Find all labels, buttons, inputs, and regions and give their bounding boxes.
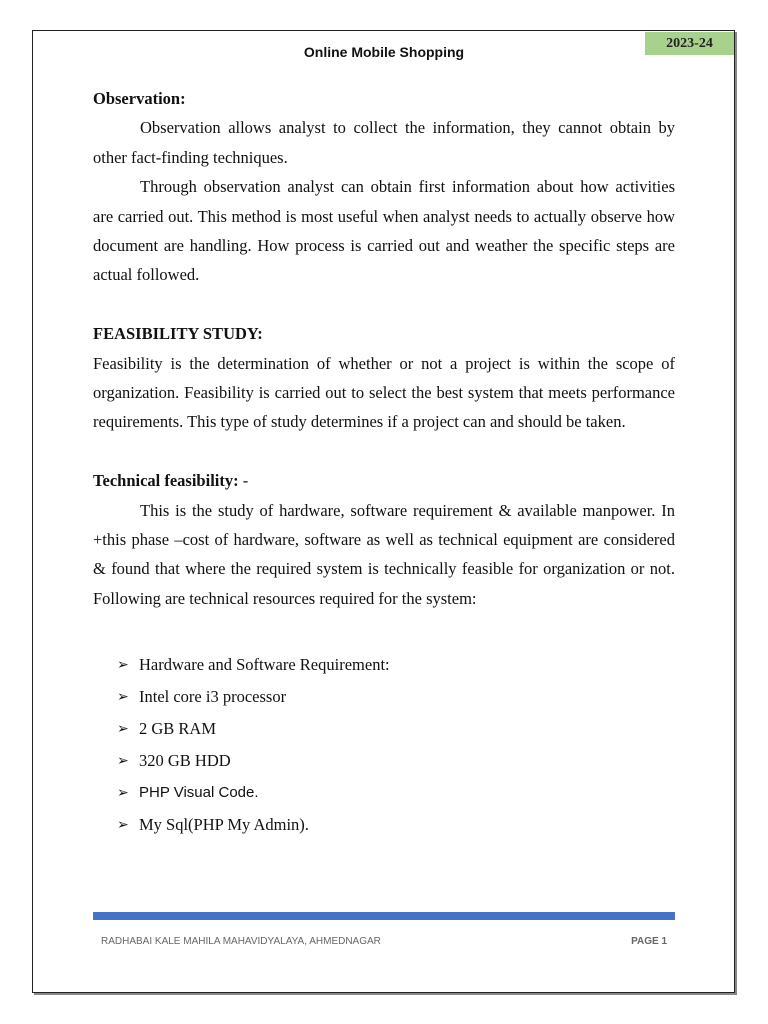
list-item xyxy=(117,681,675,713)
requirement-text: Hardware and Software Requirement: xyxy=(139,655,390,675)
observation-paragraph-1: Observation allows analyst to collect the information, they cannot obtain by other fact-finding techniques. xyxy=(93,118,675,167)
arrow-bullet-icon: ➢ xyxy=(117,689,129,706)
requirement-text: Intel core i3 processor xyxy=(139,687,287,707)
observation-paragraph-2: Through observation analyst can obtain first information about how activities are carried out. This method is most useful when analyst needs to actually observe how document are handling. How process is carried out and weather the specific steps are actual followed. xyxy=(93,177,675,285)
requirement-text: 2 GB RAM xyxy=(139,719,217,739)
list-item xyxy=(117,713,675,745)
technical-heading-suffix: - xyxy=(238,471,249,491)
technical-paragraph: This is the study of hardware, software requirement & available manpower. In +this phase –cost of hardware, software as well as technical equipment are considered & found that where the required system is technically feasible for organization or not. Following are technical resources required for the system: xyxy=(93,500,675,608)
feasibility-heading: FEASIBILITY STUDY: xyxy=(93,324,263,344)
requirement-text: My Sql(PHP My Admin). xyxy=(139,815,309,835)
requirements-list xyxy=(117,649,675,841)
arrow-bullet-icon: ➢ xyxy=(117,753,129,770)
document-header-title: Online Mobile Shopping xyxy=(303,44,465,60)
footer-college-name: RADHABAI KALE MAHILA MAHAVIDYALAYA, AHMEDNAGAR xyxy=(101,936,381,947)
arrow-bullet-icon: ➢ xyxy=(117,785,129,802)
document-body xyxy=(93,84,675,841)
list-item xyxy=(117,745,675,777)
requirement-text: PHP Visual Code. xyxy=(139,784,259,802)
feasibility-paragraph: Feasibility is the determination of whether or not a project is within the scope of organization. Feasibility is carried out to select the best system that meets performance requirements. This type of study determines if a project can and should be taken. xyxy=(93,353,675,432)
list-item xyxy=(117,649,675,681)
arrow-bullet-icon: ➢ xyxy=(117,721,129,738)
footer-divider-bar xyxy=(93,912,675,920)
observation-heading: Observation: xyxy=(93,89,186,108)
footer-page-number: PAGE 1 xyxy=(631,936,667,947)
year-badge: 2023-24 xyxy=(645,32,734,55)
technical-heading-line xyxy=(93,466,675,495)
arrow-bullet-icon: ➢ xyxy=(117,817,129,834)
requirement-text: 320 GB HDD xyxy=(139,751,231,771)
technical-heading: Technical feasibility: xyxy=(93,471,239,491)
list-item xyxy=(117,777,675,809)
arrow-bullet-icon: ➢ xyxy=(117,657,129,674)
list-item xyxy=(117,809,675,841)
